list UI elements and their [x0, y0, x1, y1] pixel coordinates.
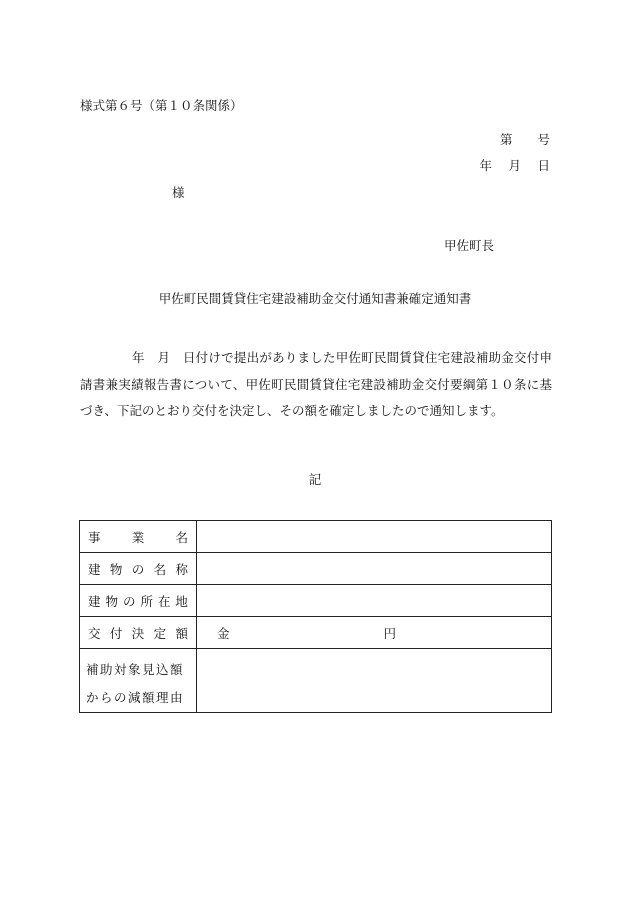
label-char: 業: [131, 529, 145, 545]
label-char: 物: [109, 561, 123, 577]
justified-label: [80, 624, 196, 642]
label-char: 建: [88, 593, 101, 609]
document-date: 年 月 日: [479, 158, 550, 173]
row-value-building-location: [197, 585, 552, 617]
document-number: 第 号: [499, 132, 550, 147]
body-paragraph: 年 月 日付けで提出がありました甲佐町民間賃貸住宅建設補助金交付申請書兼実績報告書について、甲佐町民間賃貸住宅建設補助金交付要綱第１０条に基づき、下記のとおり交付を決定し、その額を確定しましたので通知します。: [80, 350, 552, 418]
label-char: 交: [88, 625, 101, 641]
row-value-building-name: [197, 553, 552, 585]
detail-table: [79, 520, 552, 713]
justified-label: [80, 592, 196, 610]
row-label-building-name: [80, 553, 197, 585]
label-char: の: [122, 593, 136, 609]
row-label-building-location: [80, 585, 197, 617]
row-label-reduction-reason: [80, 649, 197, 713]
document-title: 甲佐町民間賃貸住宅建設補助金交付通知書兼確定通知書: [158, 291, 472, 306]
reason-label-line2: からの減額理由: [86, 690, 185, 705]
label-char: 名: [175, 529, 188, 545]
label-char: 在: [157, 593, 171, 609]
row-value-grant-amount: [197, 617, 552, 649]
justified-label: [80, 560, 196, 578]
row-label-jigyoumei: [80, 521, 197, 553]
ki-heading: 記: [308, 472, 322, 487]
form-label: 様式第６号（第１０条関係）: [80, 98, 243, 113]
row-label-grant-amount: [80, 617, 197, 649]
label-char: 名: [153, 561, 167, 577]
label-char: 決: [131, 625, 145, 641]
amount-field: [197, 624, 551, 642]
label-char: 所: [140, 593, 153, 609]
row-value-reduction-reason: [197, 649, 552, 713]
table-row: [80, 649, 552, 713]
label-char: 事: [88, 529, 101, 545]
label-char: 地: [175, 593, 188, 609]
label-char: 付: [109, 625, 123, 641]
reason-label: [80, 649, 196, 712]
justified-label: [80, 528, 196, 546]
label-char: の: [131, 561, 145, 577]
label-char: 建: [88, 561, 101, 577]
label-char: 額: [175, 625, 188, 641]
amount-prefix: 金: [217, 625, 230, 641]
amount-unit: 円: [383, 625, 397, 641]
row-value-jigyoumei: [197, 521, 552, 553]
label-char: 物: [105, 593, 118, 609]
issuer-name: 甲佐町長: [444, 238, 495, 253]
table-row: [80, 617, 552, 649]
table-row: [80, 553, 552, 585]
table-row: [80, 585, 552, 617]
label-char: 定: [153, 625, 167, 641]
table-row: [80, 521, 552, 553]
label-char: 称: [175, 561, 188, 577]
reason-label-line1: 補助対象見込額: [86, 662, 185, 677]
addressee-honorific: 様: [172, 185, 185, 200]
